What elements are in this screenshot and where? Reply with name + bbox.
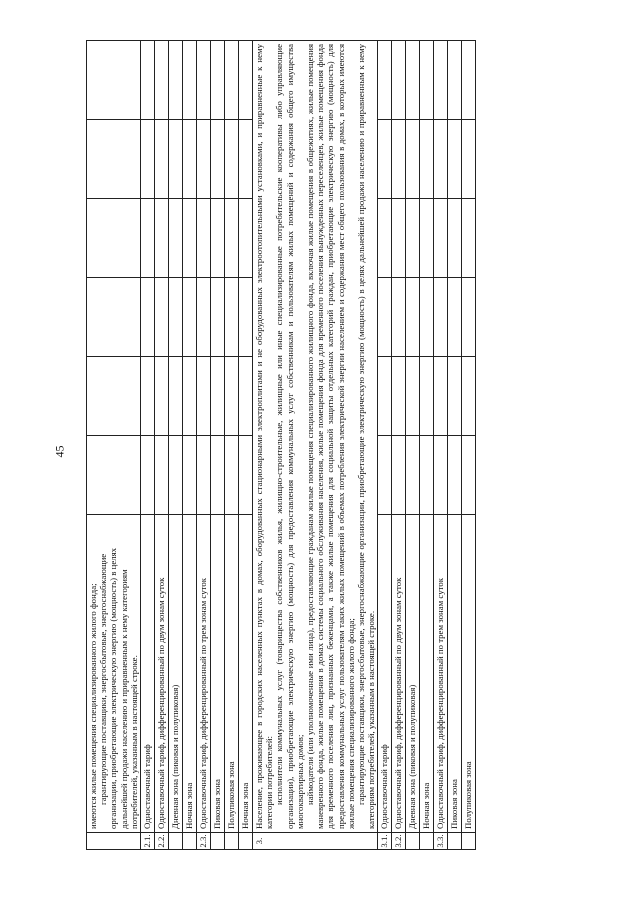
- row-number: 3.3.: [434, 833, 448, 850]
- table-row: [406, 41, 420, 850]
- row-label: Ночная зона: [420, 515, 434, 833]
- continuation-paragraph: гарантирующие поставщики, энергосбытовые, энергоснабжающие организации, приобретающие электрическую энергию (мощность) в целях дальнейшей продажи населению и приравненным к нему категориям потребителей, указанным в настоящей строке.: [98, 547, 139, 829]
- row-label: Одноставочный тариф, дифференцированный по трем зонам суток: [434, 515, 448, 833]
- table-row: [239, 41, 253, 850]
- row-label: Дневная зона (пиковая и полупиковая): [406, 515, 420, 833]
- row-number: 3.2.: [392, 833, 406, 850]
- row-number: [448, 833, 462, 850]
- table-row: [211, 41, 225, 850]
- value-cell: [87, 436, 141, 515]
- row-label: Одноставочный тариф, дифференцированный по двум зонам суток: [155, 515, 169, 833]
- value-cell: [87, 278, 141, 357]
- row-label: Пиковая зона: [211, 515, 225, 833]
- row-number: [225, 833, 239, 850]
- table-row: [434, 41, 448, 850]
- table-row: [225, 41, 239, 850]
- row-label: Полупиковая зона: [462, 515, 476, 833]
- row-number: 2.3.: [197, 833, 211, 850]
- row-number-cell: [87, 833, 141, 850]
- row-number: [239, 833, 253, 850]
- row-label: Полупиковая зона: [225, 515, 239, 833]
- table-row: [253, 41, 378, 850]
- continuation-line: имеются жилые помещения специализированного жилого фонда;: [88, 583, 98, 829]
- table-row: [169, 41, 183, 850]
- rotated-tariff-table: [86, 40, 556, 850]
- row-number: [211, 833, 225, 850]
- page-number: 45: [52, 445, 67, 458]
- tariff-table: [86, 40, 476, 850]
- value-cell: [87, 41, 141, 120]
- row-number: [183, 833, 197, 850]
- table-row: [183, 41, 197, 850]
- table-row: [87, 41, 141, 850]
- description-paragraph: наймодатели (или уполномоченные ими лица), предоставляющие гражданам жилые помещения специализированного жилищного фонда, включая жилые помещения в общежитиях, жилые помещения маневренного фонда, жилые помещения в домах системы социального обслуживания населения, жилые помещения фонда для временного поселения вынужденных переселенцев, жилые помещения фонда для временного поселения лиц, признанных беженцами, а также жилые помещения для социальной защиты отдельных категорий граждан, приобретающие электрическую энергию (мощность) для предоставления коммунальных услуг пользователям таких жилых помещений в объемах потребления электрической энергии населением и содержания мест общего пользования в домах, в которых имеются жилые помещения специализированного жилого фонда;: [305, 44, 356, 829]
- row-label: Одноставочный тариф: [378, 515, 392, 833]
- row-label: Ночная зона: [239, 515, 253, 833]
- description-paragraph: гарантирующие поставщики, энергосбытовые, энергоснабжающие организации, приобретающие электрическую энергию (мощность) в целях дальнейшей продажи населению и приравненным к нему категориям потребителей, указанным в настоящей строке.: [356, 44, 377, 829]
- table-row: [141, 41, 155, 850]
- row-label: Ночная зона: [183, 515, 197, 833]
- table-row: [378, 41, 392, 850]
- description-paragraph: Население, проживающее в городских населенных пунктах в домах, оборудованных стационарными электроплитами и не оборудованных электроотопительными установками, и приравненные к нему категории потребителей:: [254, 44, 275, 829]
- table-row: [197, 41, 211, 850]
- table-row: [392, 41, 406, 850]
- table-row: [462, 41, 476, 850]
- row-number: [169, 833, 183, 850]
- row-label: Одноставочный тариф, дифференцированный по трем зонам суток: [197, 515, 211, 833]
- description-paragraph: исполнители коммунальных услуг (товарищества собственников жилья, жилищно-строительные, жилищные или иные специализированные потребительские кооперативы либо управляющие организации), приобретающие электрическую энергию (мощность) для предоставления коммунальных услуг собственникам и пользователям жилых помещений и содержания общего имущества многоквартирных домов;: [274, 44, 305, 829]
- row-number: 3.1.: [378, 833, 392, 850]
- section-description: [253, 41, 378, 833]
- value-cell: [87, 357, 141, 436]
- row-label: Одноставочный тариф: [141, 515, 155, 833]
- row-number: [420, 833, 434, 850]
- table-row: [448, 41, 462, 850]
- table-row: [420, 41, 434, 850]
- continuation-cell: [87, 515, 141, 833]
- row-label: Пиковая зона: [448, 515, 462, 833]
- row-label: Дневная зона (пиковая и полупиковая): [169, 515, 183, 833]
- row-label: Одноставочный тариф, дифференцированный по двум зонам суток: [392, 515, 406, 833]
- value-cell: [87, 120, 141, 199]
- table-row: [155, 41, 169, 850]
- row-number: 3.: [253, 833, 378, 850]
- row-number: [406, 833, 420, 850]
- value-cell: [87, 199, 141, 278]
- row-number: 2.2.: [155, 833, 169, 850]
- row-number: [462, 833, 476, 850]
- row-number: 2.1.: [141, 833, 155, 850]
